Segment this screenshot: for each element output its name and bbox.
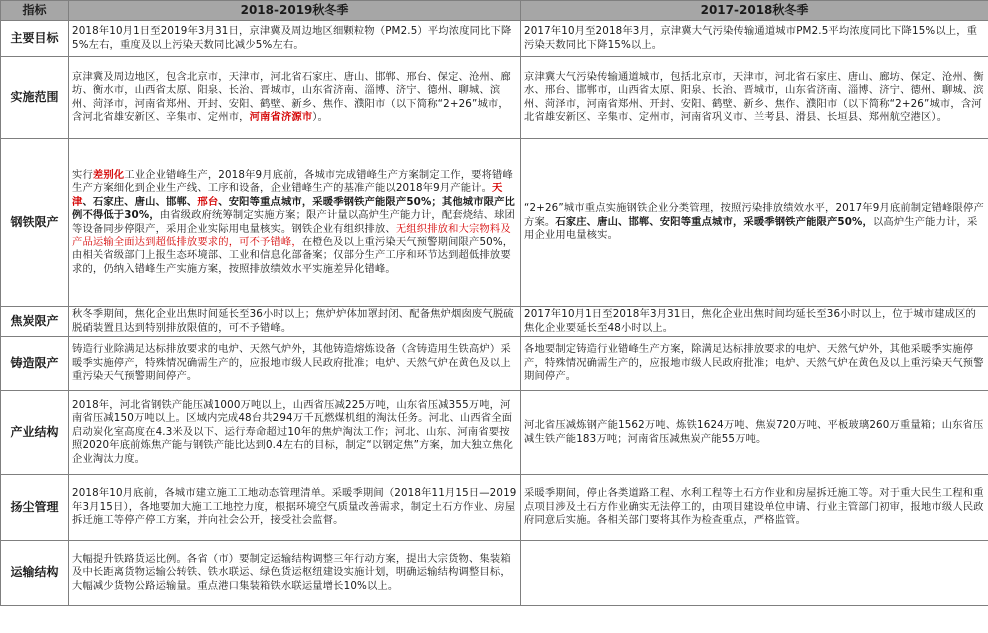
text-segment: 邢台 — [197, 195, 219, 208]
text-segment: 实行 — [72, 168, 93, 181]
cell-2018 — [69, 57, 521, 139]
row-coke — [1, 307, 988, 337]
row-transport — [1, 541, 988, 606]
text-segment: 河北省压减炼钢产能1562万吨、炼铁1624万吨、焦炭720万吨、平板玻璃260万重量箱；山东省压减生铁产能183万吨；河南省压减焦炭产能55万吨。 — [524, 419, 984, 445]
text-segment: 以高炉生产能力计，采用企业用电量核实。 — [524, 215, 978, 242]
header-indicator: 指标 — [1, 1, 69, 21]
text-segment: 2018年10月底前，各城市建立施工工地动态管理清单。采暖季期间（2018年11月15日—2019年3月15日），各地要加大施工工地控力度，根据环境空气质量改善需求，制定土石方作业、房屋拆迁施工等停产停工方案，并向社会公开，接受社会监督。 — [72, 487, 517, 527]
header-row — [1, 1, 988, 21]
text-segment: 2017年10月1日至2018年3月31日，焦化企业出焦时间均延长至36小时以上，位于城市建成区的焦化企业要延长至48小时以上。 — [524, 308, 976, 334]
cell-2018 — [69, 391, 521, 475]
header-2017-2018: 2017-2018秋冬季 — [521, 1, 988, 21]
text-segment: 由省级政府统筹制定实施方案；限产计量以高炉生产能力计，配套烧结、球团等设备同步停限产，采用企业实际用电量核实。钢铁企业有组织排放、 — [72, 209, 515, 235]
text-segment: 、石家庄、唐山、邯郸、 — [82, 195, 198, 208]
text-segment: 采暖季期间，停止各类道路工程、水利工程等土石方作业和房屋拆迁施工等。对于重大民生工程和重点项目涉及土石方作业确实无法停工的，由项目建设单位申请、行业主管部门初审，报地市级人民政府同意后实施。各相关部门要将其作为检查重点，严格监管。 — [524, 487, 984, 527]
row-dust — [1, 475, 988, 541]
text-segment: 天津 — [72, 182, 503, 208]
text-segment: 无组织排放和大宗物料及产品运输全面达到超低排放要求的，可不予错峰， — [72, 222, 511, 248]
text-segment: 京津冀大气污染传输通道城市，包括北京市，天津市，河北省石家庄、唐山、廊坊、保定、沧州、衡水、邢台、邯郸市，山西省太原、阳泉、长治、晋城市，山东省济南、淄博、济宁、德州、聊城、滨州、菏泽市，河南省郑州、开封、安阳、鹤壁、新乡、焦作、濮阳市（以下简称“2+26”城市，含河北省雄安新区、辛集市、定州市，河南省巩义市、兰考县、滑县、长垣县、郑州航空港区）。 — [524, 70, 984, 123]
text-segment: 石家庄、唐山、邯郸、安阳等重点城市，采暖季钢铁产能限产50%， — [555, 215, 873, 228]
row-label: 扬尘管理 — [1, 475, 69, 541]
cell-2018 — [69, 475, 521, 541]
cell-2018 — [69, 139, 521, 307]
cell-2017 — [521, 307, 988, 337]
cell-2018 — [69, 541, 521, 606]
row-industry — [1, 391, 988, 475]
row-label: 产业结构 — [1, 391, 69, 475]
text-segment: 差别化 — [92, 168, 125, 181]
cell-2017 — [521, 541, 988, 606]
text-segment: 秋冬季期间，焦化企业出焦时间延长至36小时以上；焦炉炉体加罩封闭、配备焦炉烟囱废气脱硫脱硝装置且达到特别排放限值的，可不予错峰。 — [72, 308, 514, 334]
row-label: 主要目标 — [1, 21, 69, 57]
cell-2017 — [521, 139, 988, 307]
row-label: 铸造限产 — [1, 337, 69, 391]
cell-2017 — [521, 21, 988, 57]
text-segment: 在橙色及以上重污染天气预警期间限产50%，由相关省级部门上报生态环境部、工业和信息化部备案；仅部分生产工序和环节达到超低排放要求的，仍纳入错峰生产实施方案，按照排放绩效水平实施差异化错峰。 — [72, 235, 514, 275]
text-segment: 工业企业错峰生产，2018年9月底前，各城市完成错峰生产方案制定工作，要将错峰生产方案细化到企业生产线、工序和设备，企业错峰生产的基准产能以2018年9月产能计。 — [72, 168, 513, 195]
text-segment: ）。 — [312, 110, 329, 123]
text-segment: “2+26”城市重点实施钢铁企业分类管理，按照污染排放绩效水平，2017年9月底前制定错峰限停产方案。 — [524, 202, 984, 228]
row-label: 钢铁限产 — [1, 139, 69, 307]
cell-2018 — [69, 337, 521, 391]
text-segment: 铸造行业除满足达标排放要求的电炉、天然气炉外，其他铸造熔炼设备（含铸造用生铁高炉）采暖季实施停产，特殊情况确需生产的，应报地市级人民政府批准；电炉、天然气炉在黄色及以上重污染天气预警期间停产。 — [72, 343, 511, 383]
row-label: 焦炭限产 — [1, 307, 69, 337]
cell-2017 — [521, 57, 988, 139]
text-segment: 、安阳等重点城市，采暖季钢铁产能限产50%；其他城市限产比例不得低于30%， — [72, 195, 515, 222]
cell-2018 — [69, 21, 521, 57]
text-segment: 2018年10月1日至2019年3月31日，京津冀及周边地区细颗粒物（PM2.5）平均浓度同比下降5%左右，重度及以上污染天数同比减少5%左右。 — [72, 25, 512, 51]
row-steel — [1, 139, 988, 307]
text-segment: 2018年，河北省钢铁产能压减1000万吨以上，山西省压减225万吨，山东省压减355万吨，河南省压减150万吨以上。区域内完成48台共294万千瓦燃煤机组的淘汰任务。河北、山西省全面启动炭化室高度在4.3米及以下、运行寿命超过10年的焦炉淘汰工作；河北、山东、河南省要按照2020年底前炼焦产能与钢铁产能比达到0.4左右的目标，制定“以钢定焦”方案，加大独立焦化企业淘汰力度。 — [72, 398, 514, 465]
row-label: 实施范围 — [1, 57, 69, 139]
cell-2017 — [521, 391, 988, 475]
text-segment: 各地要制定铸造行业错峰生产方案，除满足达标排放要求的电炉、天然气炉外，其他采暖季实施停产，特殊情况确需生产的，应报地市级人民政府批准；电炉、天然气炉在黄色及以上重污染天气预警期间停产。 — [524, 343, 984, 383]
text-segment: 2017年10月至2018年3月，京津冀大气污染传输通道城市PM2.5平均浓度同比下降15%以上，重污染天数同比下降15%以上。 — [524, 25, 978, 51]
row-foundry — [1, 337, 988, 391]
cell-2017 — [521, 475, 988, 541]
cell-2018 — [69, 307, 521, 337]
text-segment: 河南省济源市 — [249, 110, 313, 123]
row-scope — [1, 57, 988, 139]
text-segment: 京津冀及周边地区，包含北京市，天津市，河北省石家庄、唐山、邯郸、邢台、保定、沧州、廊坊、衡水市，山西省太原、阳泉、长治、晋城市，山东省济南、淄博、济宁、德州、聊城、滨州、菏泽市，河南省郑州、开封、安阳、鹤壁、新乡、焦作、濮阳市（以下简称“2+26”城市，含河北省雄安新区、辛集市、定州市， — [72, 70, 511, 123]
header-2018-2019: 2018-2019秋冬季 — [69, 1, 521, 21]
row-main-target — [1, 21, 988, 57]
row-label: 运输结构 — [1, 541, 69, 606]
cell-2017 — [521, 337, 988, 391]
text-segment: 大幅提升铁路货运比例。各省（市）要制定运输结构调整三年行动方案，提出大宗货物、集装箱及中长距离货物运输公转铁、铁水联运、绿色货运枢纽建设实施计划，明确运输结构调整目标，大幅减少货物公路运输量。重点港口集装箱铁水联运量增长10%以上。 — [72, 552, 511, 592]
